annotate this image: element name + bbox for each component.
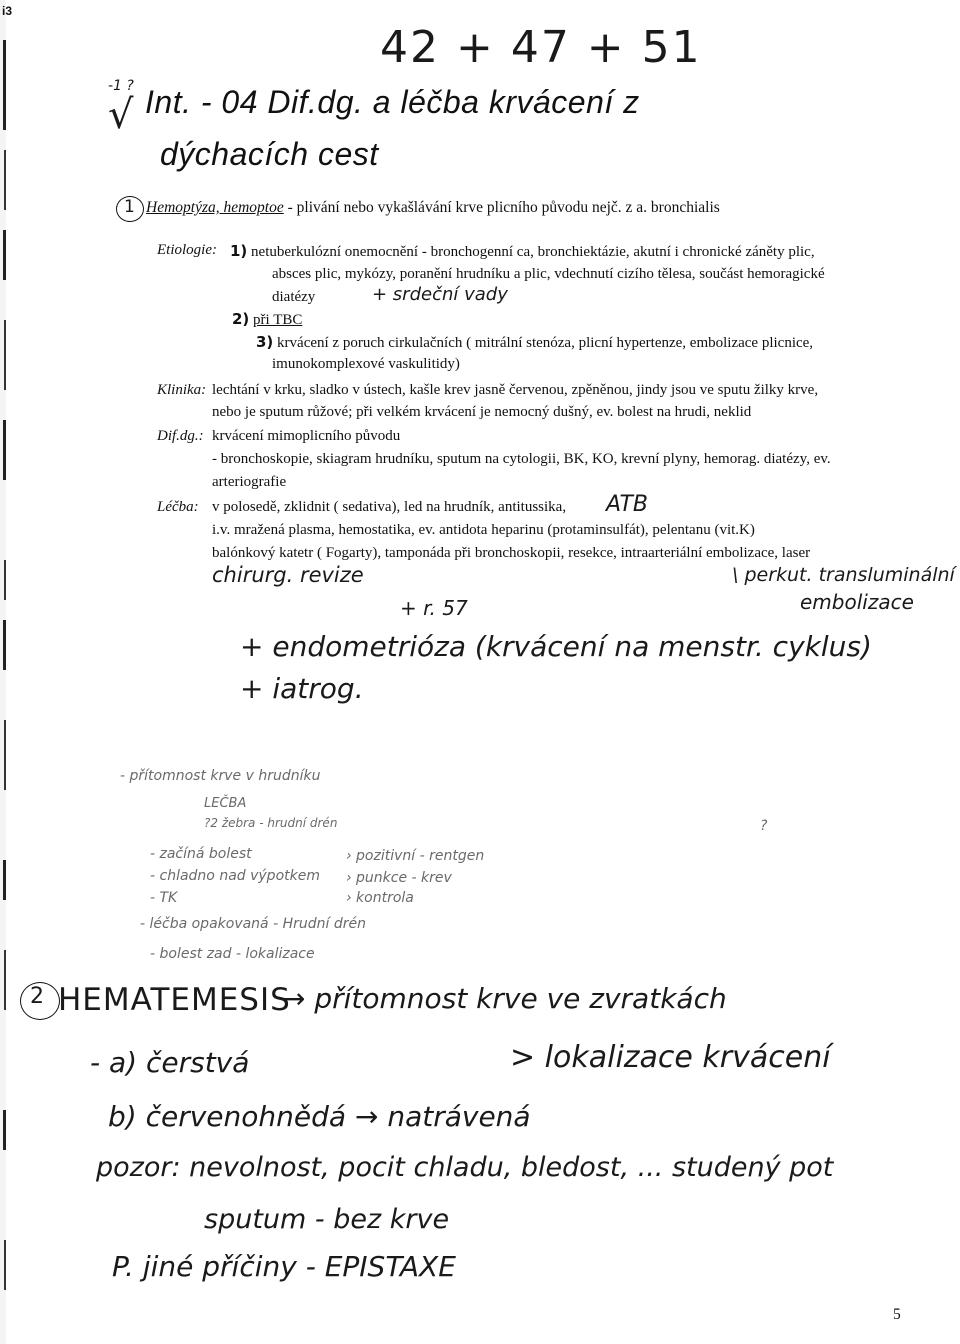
- section1-number: 1: [124, 197, 135, 217]
- section1-definition: - plivání nebo vykašlávání krve plicního původu nejč. z a. bronchialis: [283, 199, 720, 216]
- section2-number: 2: [30, 984, 44, 1009]
- etiologie-item3-line2: imunokomplexové vaskulitidy): [272, 356, 460, 372]
- etiologie-item1-line2: absces plic, mykózy, poranění hrudníku a plic, vdechnutí cizího tělesa, součást hemoragické: [272, 266, 825, 282]
- section2-item-b: b) červenohnědá → natrávená: [108, 1100, 531, 1133]
- difdg-line1: krvácení mimoplicního původu: [212, 428, 401, 444]
- faint-note-3: ?2 žebra - hrudní drén: [204, 816, 338, 830]
- etiologie-item1-num: 1): [230, 242, 248, 260]
- lecba-embolization-handnote: embolizace: [800, 590, 914, 614]
- klinika-label: Klinika:: [157, 382, 207, 398]
- faint-note-5b: › punkce - krev: [346, 870, 452, 886]
- etiologie-item2: [232, 310, 302, 329]
- section2-item-p: P. jiné příčiny - EPISTAXE: [112, 1250, 456, 1283]
- klinika-line1: lechtání v krku, sladko v ústech, kašle krev jasně červenou, zpěněnou, jindy jsou ve sputu žilky krve,: [212, 382, 819, 398]
- faint-note-5a: - chladno nad výpotkem: [150, 868, 320, 884]
- lecba-line1: v polosedě, zklidnit ( sedativa), led na hrudník, antitussika,: [212, 499, 567, 515]
- difdg-line3: arteriografie: [212, 474, 287, 490]
- section2-sputum: sputum - bez krve: [204, 1204, 450, 1235]
- lecba-line3: balónkový katetr ( Fogarty), tamponáda při bronchoskopii, resekce, intraarteriální embolizace, laser: [212, 545, 811, 561]
- difdg-line2: - bronchoskopie, skiagram hrudníku, sputum na cytologii, BK, KO, krevní plyny, hemorag. diatézy, ev.: [212, 451, 831, 467]
- faint-note-6a: - TK: [150, 890, 178, 906]
- page-number-top: i3: [2, 4, 13, 18]
- section1-heading-line: [146, 199, 720, 217]
- section2-pozor: pozor: nevolnost, pocit chladu, bledost, ... studený pot: [96, 1152, 834, 1183]
- klinika-line2: nebo je sputum růžové; při velkém krvácení je nemocný dušný, ev. bolest na hrudi, neklid: [212, 404, 752, 420]
- faint-question-mark: ?: [760, 818, 768, 834]
- endometriosis-handnote: + endometrióza (krvácení na menstr. cyklus): [240, 630, 872, 663]
- faint-note-8: - bolest zad - lokalizace: [150, 946, 315, 962]
- lecba-surgery-handnote: chirurg. revize: [212, 563, 364, 587]
- margin-mark: -1 ?: [108, 78, 134, 94]
- page-title-line1: Int. - 04 Dif.dg. a léčba krvácení z: [145, 84, 640, 120]
- etiologie-item1: [230, 242, 815, 261]
- section2-item-a: - a) čerstvá: [90, 1046, 250, 1079]
- lecba-label: Léčba:: [157, 499, 199, 515]
- section2-definition: → přítomnost krve ve zvratkách: [282, 982, 727, 1015]
- faint-note-2: LEČBA: [204, 796, 247, 811]
- difdg-label: Dif.dg.:: [157, 428, 204, 444]
- lecba-transluminal-handnote: \ perkut. transluminální: [732, 564, 955, 586]
- etiologie-item3-line1: krvácení z poruch cirkulačních ( mitrální stenóza, plicní hypertenze, embolizace plicnice,: [277, 335, 814, 351]
- handwritten-question-numbers: 42 + 47 + 51: [380, 22, 702, 73]
- etiologie-item3-num: 3): [256, 333, 274, 351]
- etiologie-item1-line1: netuberkulózní onemocnění - bronchogenní ca, bronchiektázie, akutní i chronické záněty plic,: [251, 244, 815, 260]
- lecba-line2: i.v. mražená plasma, hemostatika, ev. antidota heparinu (protaminsulfát), pelentanu (vit.K): [212, 522, 755, 538]
- iatrogenic-handnote: + iatrog.: [240, 672, 364, 705]
- faint-note-4a: - začíná bolest: [150, 846, 252, 862]
- faint-note-6b: › kontrola: [346, 890, 414, 906]
- section1-heading: Hemoptýza, hemoptoe: [146, 199, 284, 216]
- binder-edge: [0, 0, 16, 1344]
- faint-note-1: - přítomnost krve v hrudníku: [120, 768, 321, 784]
- etiologie-item2-text: při TBC: [253, 312, 303, 328]
- section2-heading: HEMATEMESIS: [58, 982, 291, 1018]
- faint-note-4b: › pozitivní - rentgen: [346, 848, 485, 864]
- page-title-line2: dýchacích cest: [160, 136, 379, 172]
- page-number: 5: [893, 1306, 901, 1323]
- reference-handnote: + r. 57: [400, 596, 468, 620]
- section2-item-a-result: > lokalizace krvácení: [510, 1040, 831, 1075]
- etiologie-item1-handnote: + srdeční vady: [372, 284, 508, 305]
- etiologie-item3: [256, 333, 813, 352]
- faint-note-7: - léčba opakovaná - Hrudní drén: [140, 916, 366, 932]
- etiologie-item2-num: 2): [232, 310, 250, 328]
- etiologie-label: Etiologie:: [157, 242, 217, 258]
- etiologie-item1-line3: diatézy: [272, 289, 316, 305]
- check-mark: √: [108, 92, 134, 138]
- lecba-atb-handnote: ATB: [606, 492, 648, 517]
